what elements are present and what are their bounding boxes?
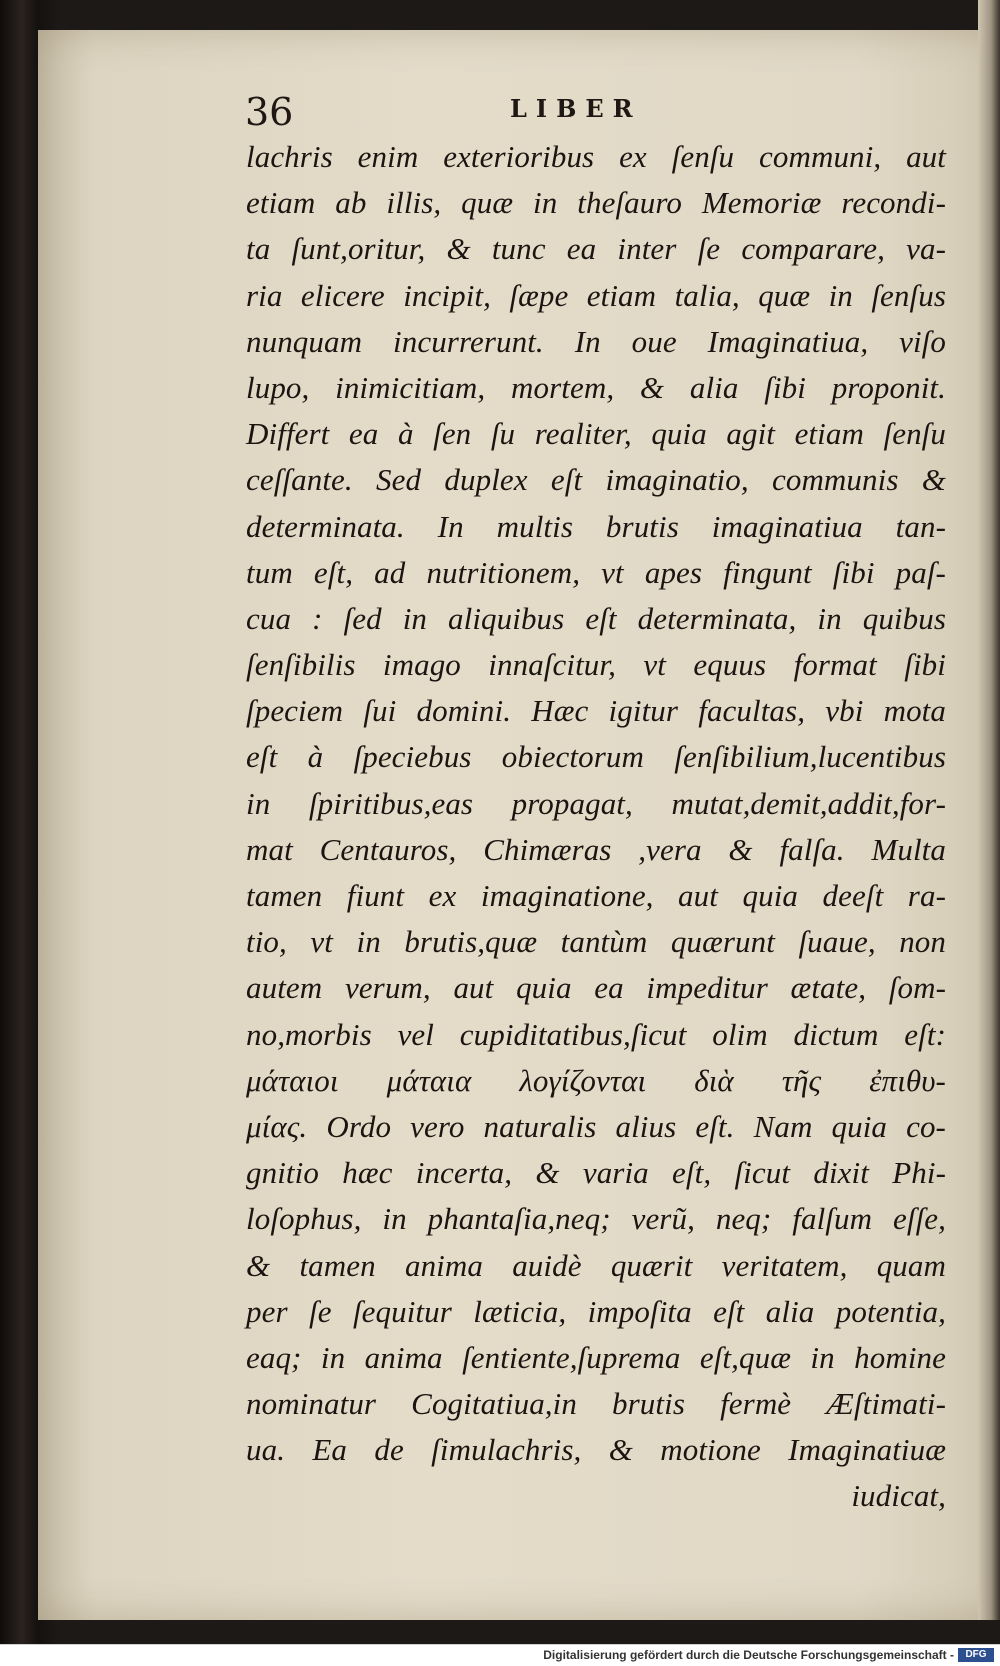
text-line: eſt à ſpeciebus obiectorum ſenſibilium,lucentibus — [246, 739, 946, 775]
text-line: determinata. In multis brutis imaginatiua tan- — [246, 508, 946, 544]
dfg-logo: DFG — [958, 1648, 994, 1662]
text-line: tio, vt in brutis,quæ tantùm quærunt ſuaue, non — [246, 924, 946, 960]
text-line: Differt ea à ſen ſu realiter, quia agit etiam ſenſu — [246, 416, 946, 452]
body-text — [246, 134, 946, 1520]
text-line: ſpeciem ſui domini. Hæc igitur facultas, vbi mota — [246, 693, 946, 729]
running-title: LIBER — [510, 94, 642, 123]
text-line: nominatur Cogitatiua,in brutis fermè Æſtimati- — [246, 1386, 946, 1422]
text-line: loſophus, in phantaſia,neq; verũ, neq; falſum eſſe, — [246, 1201, 946, 1237]
text-line: no,morbis vel cupiditatibus,ſicut olim dictum eſt: — [246, 1016, 946, 1052]
text-line: autem verum, aut quia ea impeditur ætate, ſom- — [246, 970, 946, 1006]
text-line: μίας. Ordo vero naturalis alius eſt. Nam quia co- — [246, 1108, 946, 1144]
text-line: ſenſibilis imago innaſcitur, vt equus format ſibi — [246, 647, 946, 683]
text-line: eaq; in anima ſentiente,ſuprema eſt,quæ in homine — [246, 1339, 946, 1375]
text-line: nunquam incurrerunt. In oue Imaginatiua, viſo — [246, 323, 946, 359]
page-edge — [978, 0, 1000, 1620]
page-number: 36 — [245, 90, 294, 134]
text-line: ria elicere incipit, ſæpe etiam talia, quæ in ſenſus — [246, 277, 946, 313]
text-line: ta ſunt,oritur, & tunc ea inter ſe comparare, va- — [246, 231, 946, 267]
text-line: etiam ab illis, quæ in theſauro Memoriæ recondi- — [246, 185, 946, 221]
page-header — [245, 90, 945, 134]
text-line: gnitio hæc incerta, & varia eſt, ſicut dixit Phi- — [246, 1155, 946, 1191]
text-line: μάταιοι μάταια λογίζονται διὰ τῆς ἐπιθυ- — [246, 1062, 946, 1098]
text-line: mat Centauros, Chimæras ,vera & falſa. Multa — [246, 831, 946, 867]
text-line: cua : ſed in aliquibus eſt determinata, in quibus — [246, 600, 946, 636]
text-line: per ſe ſequitur læticia, impoſita eſt alia potentia, — [246, 1293, 946, 1329]
catchword: iudicat, — [851, 1478, 946, 1514]
digitization-credit: Digitalisierung gefördert durch die Deutsche Forschungsgemeinschaft - — [543, 1648, 954, 1662]
text-line: in ſpiritibus,eas propagat, mutat,demit,addit,for- — [246, 785, 946, 821]
text-line: & tamen anima auidè quærit veritatem, quam — [246, 1247, 946, 1283]
text-line: lachris enim exterioribus ex ſenſu communi, aut — [246, 139, 946, 174]
text-line: lupo, inimicitiam, mortem, & alia ſibi proponit. — [246, 369, 946, 405]
footer-bar — [0, 1644, 1000, 1666]
text-line: ua. Ea de ſimulachris, & motione Imaginatiuæ — [246, 1432, 946, 1468]
text-line: tum eſt, ad nutritionem, vt apes fingunt ſibi paſ- — [246, 554, 946, 590]
text-line: tamen fiunt ex imaginatione, aut quia deeſt ra- — [246, 878, 946, 913]
text-line: ceſſante. Sed duplex eſt imaginatio, communis & — [246, 462, 946, 498]
